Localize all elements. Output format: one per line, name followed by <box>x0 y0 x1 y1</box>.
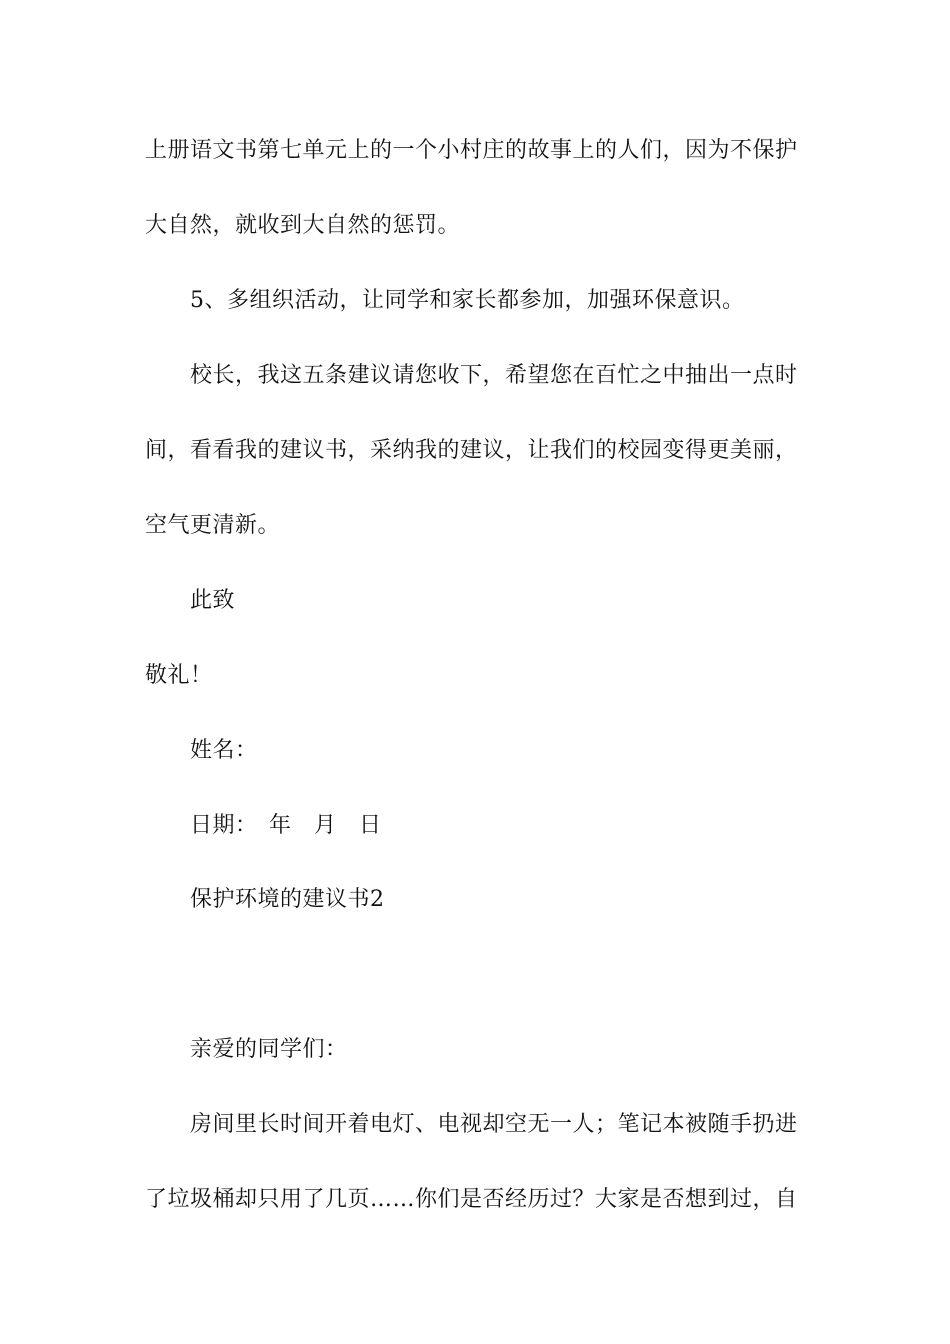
section-title: 保护环境的建议书2 <box>190 887 385 912</box>
closing-regards: 敬礼！ <box>145 663 213 688</box>
paragraph-line: 5、多组织活动，让同学和家长都参加，加强环保意识。 <box>190 288 745 313</box>
closing-salutation: 此致 <box>190 588 236 613</box>
paragraph-line: 上册语文书第七单元上的一个小村庄的故事上的人们，因为不保护 <box>145 138 798 163</box>
paragraph-line: 间，看看我的建议书，采纳我的建议，让我们的校园变得更美丽， <box>145 438 798 463</box>
paragraph-line: 校长，我这五条建议请您收下，希望您在百忙之中抽出一点时 <box>190 363 798 388</box>
paragraph-line: 房间里长时间开着电灯、电视却空无一人；笔记本被随手扔进 <box>190 1112 798 1137</box>
signature-name: 姓名： <box>190 738 258 763</box>
paragraph-line: 了垃圾桶却只用了几页……你们是否经历过？大家是否想到过，自 <box>145 1187 798 1212</box>
signature-date: 日期： 年 月 日 <box>190 813 382 838</box>
greeting: 亲爱的同学们： <box>190 1037 348 1062</box>
paragraph-line: 空气更清新。 <box>145 513 281 538</box>
paragraph-line: 大自然，就收到大自然的惩罚。 <box>145 213 461 238</box>
